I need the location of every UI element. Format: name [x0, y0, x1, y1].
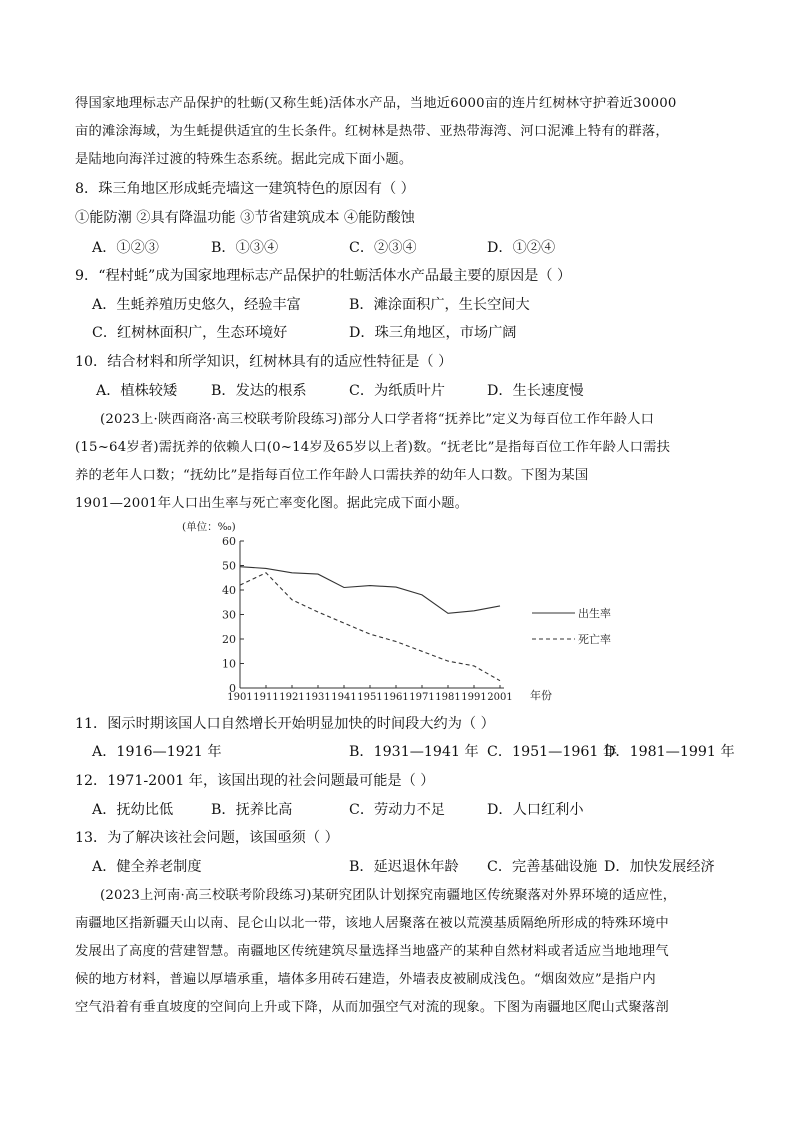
x-tick-label: 1981	[435, 692, 461, 703]
y-tick-label: 10	[222, 657, 236, 671]
legend-label-1: 出生率	[578, 607, 611, 620]
material3-line-2: 南疆地区指新疆天山以南、昆仑山以北一带，该地人居聚落在被以荒漠基质隔绝所形成的特殊环境中	[75, 916, 669, 931]
x-tick-label: 1951	[357, 692, 383, 703]
question-13-stem: 13．为了解决该社会问题，该国亟须（ ）	[75, 830, 339, 846]
series-line-2	[240, 573, 500, 681]
x-tick-label: 1991	[461, 692, 487, 703]
question-11-option-d[interactable]: D．1981—1991 年	[604, 744, 735, 760]
chart-y-ticks	[222, 535, 244, 695]
question-10-option-d[interactable]: D．生长速度慢	[487, 383, 584, 399]
chart-series	[240, 567, 500, 681]
question-8-stem: 8．珠三角地区形成蚝壳墙这一建筑特色的原因有（ ）	[75, 181, 415, 197]
series-line-1	[240, 567, 500, 614]
question-12-option-a[interactable]: A．抚幼比低	[92, 802, 174, 818]
y-tick-label: 60	[222, 535, 236, 548]
x-tick-label: 1931	[305, 692, 331, 703]
question-9-option-a[interactable]: A．生蚝养殖历史悠久，经验丰富	[92, 297, 301, 313]
y-tick-label: 40	[222, 584, 236, 597]
question-13-option-a[interactable]: A．健全养老制度	[92, 859, 202, 875]
question-8-statements: ①能防潮 ②具有降温功能 ③节省建筑成本 ④能防酸蚀	[75, 210, 415, 226]
chart-axes	[240, 541, 504, 688]
question-13-option-b[interactable]: B．延迟退休年龄	[349, 859, 459, 875]
chart-legend	[532, 606, 611, 646]
material2-line-4: 1901—2001年人口出生率与死亡率变化图。据此完成下面小题。	[75, 496, 469, 511]
question-9-option-c[interactable]: C．红树林面积广，生态环境好	[92, 325, 288, 341]
question-9-stem: 9．“程村蚝”成为国家地理标志产品保护的牡蛎活体水产品最主要的原因是（ ）	[75, 268, 572, 284]
question-8-option-b[interactable]: B．①③④	[211, 240, 279, 256]
question-13-option-d[interactable]: D．加快发展经济	[604, 859, 715, 875]
x-tick-label: 1961	[383, 692, 409, 703]
question-12-option-b[interactable]: B．抚养比高	[211, 802, 293, 818]
question-11-option-a[interactable]: A．1916—1921 年	[92, 744, 222, 760]
question-10-option-a[interactable]: A．植株较矮	[96, 383, 178, 399]
question-8-option-c[interactable]: C．②③④	[349, 240, 417, 256]
question-12-stem: 12．1971-2001 年，该国出现的社会问题最可能是（ ）	[75, 773, 435, 789]
x-tick-label: 2001	[487, 692, 513, 703]
birth-death-rate-chart	[180, 518, 611, 708]
question-11-option-b[interactable]: B．1931—1941 年	[349, 744, 479, 760]
question-10-option-b[interactable]: B．发达的根系	[211, 383, 307, 399]
question-11-option-c[interactable]: C．1951—1961 年	[487, 744, 618, 760]
material3-line-3: 发展出了高度的营建智慧。南疆地区传统建筑尽量选择当地盛产的某种自然材料或者适应当地地理气	[75, 944, 669, 959]
question-9-option-b[interactable]: B．滩涂面积广，生长空间大	[349, 297, 530, 313]
y-tick-label: 50	[222, 559, 236, 573]
question-8-option-d[interactable]: D．①②④	[487, 240, 556, 256]
x-tick-label: 1971	[409, 692, 435, 703]
y-tick-label: 20	[222, 633, 236, 646]
chart-unit-label: (单位：‰)	[182, 521, 236, 533]
chart-x-axis-label: 年份	[530, 689, 552, 702]
question-11-stem: 11．图示时期该国人口自然增长开始明显加快的时间段大约为（ ）	[75, 716, 495, 732]
legend-label-2: 死亡率	[578, 633, 611, 646]
material3-line-4: 候的地方材料，普遍以厚墙承重，墙体多用砖石建造，外墙表皮被刷成浅色。“烟囱效应”是指户内	[75, 972, 656, 987]
material1-line-3: 是陆地向海洋过渡的特殊生态系统。据此完成下面小题。	[75, 152, 413, 167]
question-12-option-c[interactable]: C．劳动力不足	[349, 802, 445, 818]
material1-line-2: 亩的滩涂海域，为生蚝提供适宜的生长条件。红树林是热带、亚热带海湾、河口泥滩上特有的群落，	[75, 124, 669, 139]
x-tick-label: 1921	[279, 692, 305, 703]
question-12-option-d[interactable]: D．人口红利小	[487, 802, 584, 818]
material3-line-1: (2023上河南·高三校联考阶段练习)某研究团队计划探究南疆地区传统聚落对外界环境的适应性，	[100, 888, 677, 903]
question-10-option-c[interactable]: C．为纸质叶片	[349, 383, 445, 399]
question-8-option-a[interactable]: A．①②③	[92, 240, 159, 256]
material2-line-3: 养的老年人口数；“抚幼比”是指每百位工作年龄人口需扶养的幼年人口数。下图为某国	[75, 468, 589, 483]
y-tick-label: 30	[222, 608, 236, 622]
x-tick-label: 1911	[253, 692, 279, 703]
question-13-option-c[interactable]: C．完善基础设施	[487, 859, 598, 875]
material1-line-1: 得国家地理标志产品保护的牡蛎(又称生蚝)活体水产品，当地近6000亩的连片红树林守护着近30000	[75, 96, 677, 111]
material2-line-1: (2023上·陕西商洛·高三校联考阶段练习)部分人口学者将“抚养比”定义为每百位工作年龄人口	[100, 412, 655, 427]
question-10-stem: 10．结合材料和所学知识，红树林具有的适应性特征是（ ）	[75, 354, 453, 370]
material2-line-2: (15~64岁者)需抚养的依赖人口(0~14岁及65岁以上者)数。“抚老比”是指每百位工作年龄人口需扶	[75, 440, 671, 455]
x-tick-label: 1901	[227, 692, 253, 703]
material3-line-5: 空气沿着有垂直坡度的空间向上升或下降，从而加强空气对流的现象。下图为南疆地区爬山式聚落剖	[75, 1000, 669, 1015]
y-tick-label: 0	[229, 682, 236, 695]
x-tick-label: 1941	[331, 692, 357, 703]
question-9-option-d[interactable]: D．珠三角地区，市场广阔	[349, 325, 517, 341]
